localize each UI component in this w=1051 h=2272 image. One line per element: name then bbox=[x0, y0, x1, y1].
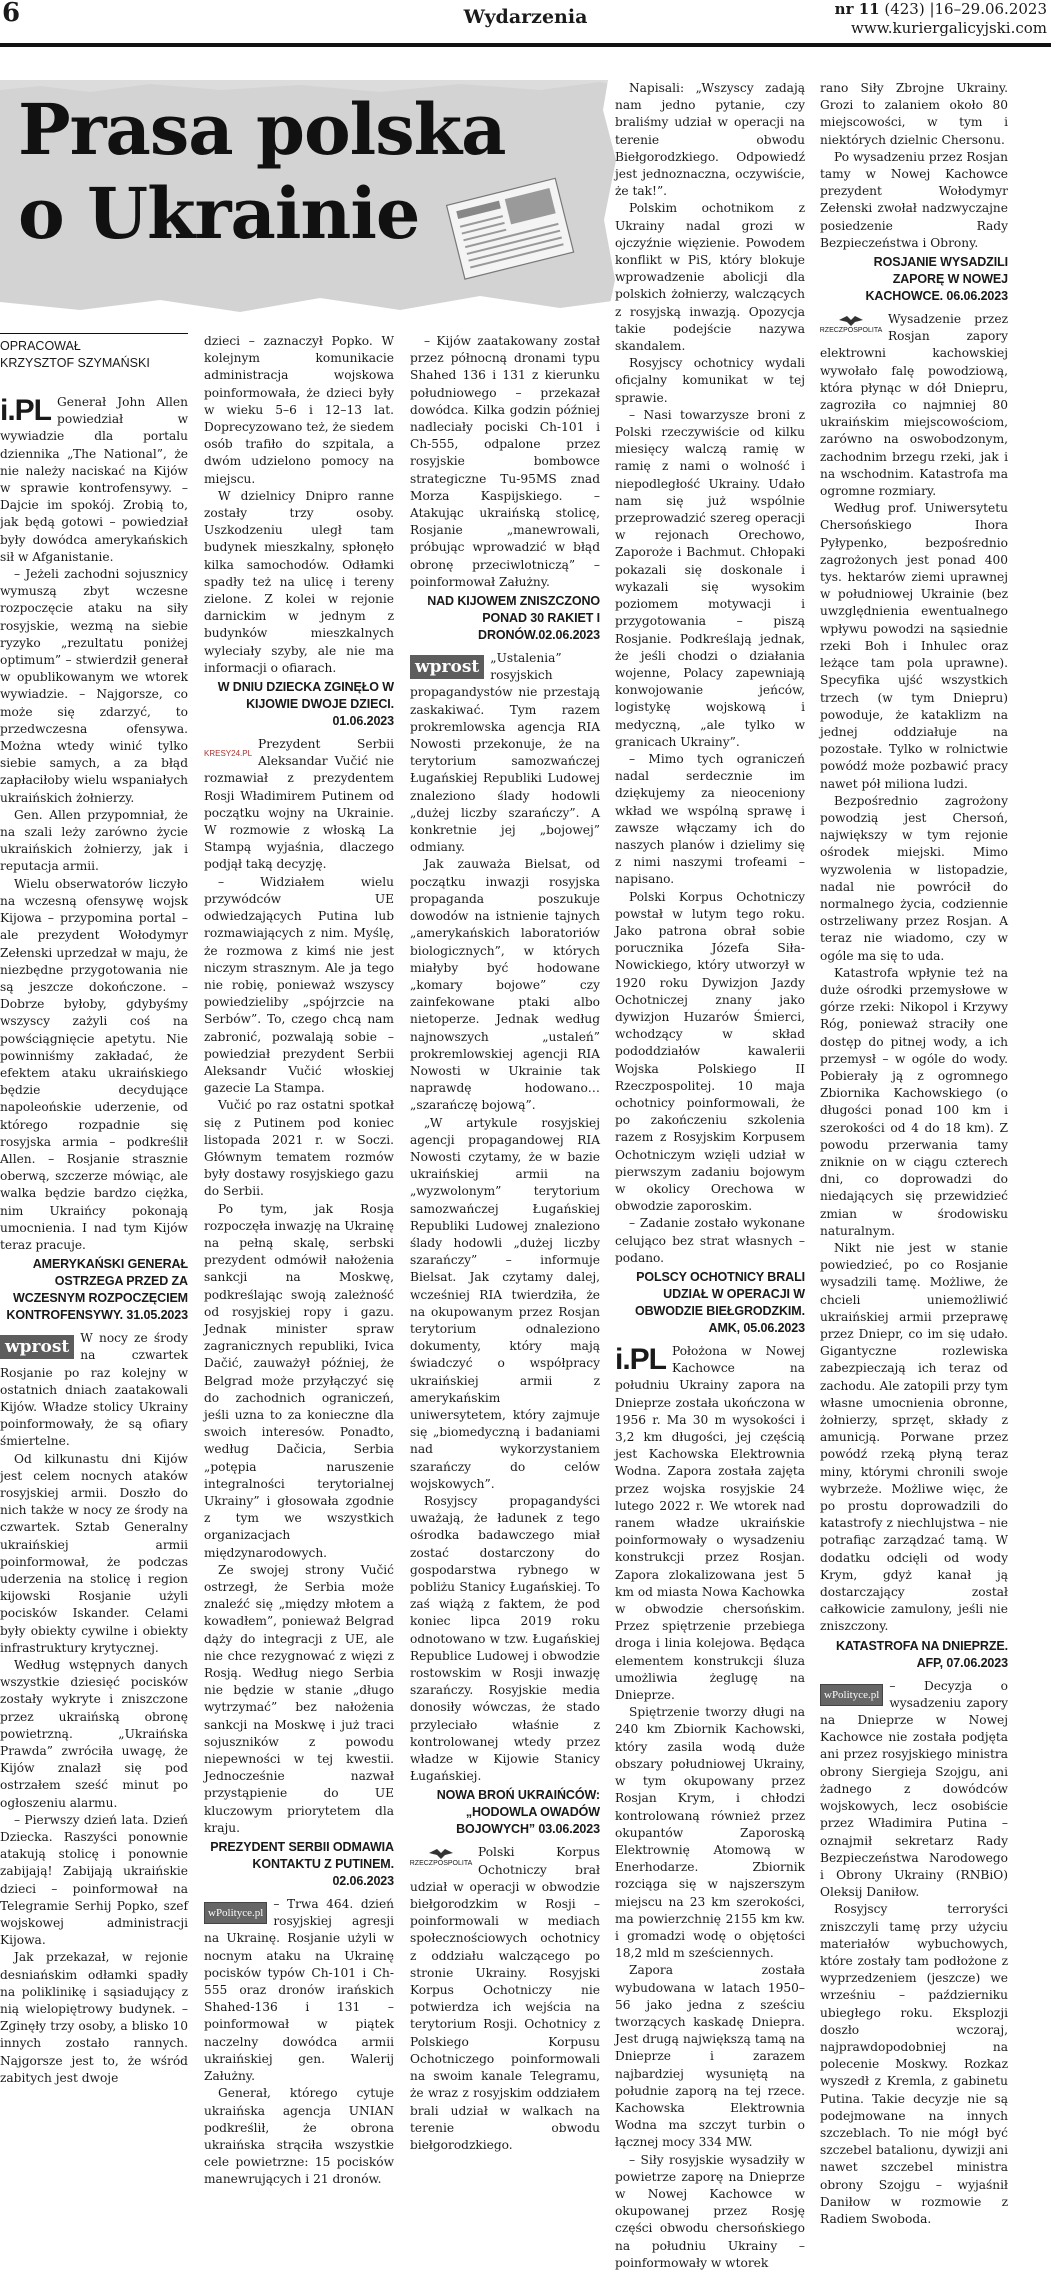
newspaper-icon bbox=[438, 168, 588, 288]
masthead bbox=[0, 0, 1051, 46]
paragraph: Rosyjscy ochotnicy wydali oficjalny komunikat w tej sprawie. bbox=[615, 356, 805, 405]
paragraph: Według wstępnych danych wszystkie dziesięć pocisków zostały wykryte i zniszczone przez ukraińską obronę powietrzną. „Ukraińska Prawda” zwróciła uwagę, że Kijów znalazł się pod ostrzałem sześć minut po ogłoszeniu alarmu. bbox=[0, 1658, 188, 1810]
wpolityce-logo bbox=[204, 1899, 267, 1927]
paragraph: Prezydent Serbii Aleksandar Vučić nie rozmawiał z prezydentem Rosji Władimirem Putinem od początku wojny na Ukrainie. W rozmowie z włoską La Stampą wyjaśnia, dlaczego podjął taką decyzję. bbox=[204, 737, 394, 872]
article-column-1 bbox=[0, 333, 188, 2085]
paragraph: Po tym, jak Rosja rozpoczęła inwazję na Ukrainę na pełną skalę, serbski prezydent odmówił nałożenia sankcji na Moskwę, podkreślając swoją zależność od rosyjskiej ropy i gazu. Jednak minister spraw zagranicznych republiki, Ivica Dačić, zauważył później, że Belgrad może przyłączyć się do zachodnich ograniczeń, jeśli uzna to za konieczne dla swoich interesów. Ponadto, według Dačicia, Serbia „potępia naruszenie integralności terytorialnej Ukrainy” i głosowała zgodnie z tym we wszystkich organizacjach międzynarodowych. bbox=[204, 1201, 394, 1560]
section-headline: PREZYDENT SERBII ODMAWIA KONTAKTU Z PUTINEM. 02.06.2023 bbox=[210, 1840, 394, 1889]
paragraph: Bezpośrednio zagrożony powodzią jest Chersoń, największy w tym rejonie ośrodek miejski. Mimo wyzwolenia w listopadzie, nadal nie powrócił do normalnego życia, codziennie ostrzeliwany przez Rosjan. A teraz nie wiadomo, czy w ogóle ma się to uda. bbox=[820, 793, 1008, 963]
wpolityce-logo bbox=[820, 1681, 883, 1709]
article-column-4 bbox=[615, 80, 805, 2270]
paragraph: Generał, którego cytuje ukraińska agencja UNIAN podkreślił, że obrona ukraińska strąciła wszystkie cele powietrzne: 15 pocisków manewrujących i 21 dronów. bbox=[204, 2086, 394, 2187]
issue-number: nr 11 bbox=[834, 0, 880, 18]
paragraph: Generał John Allen powiedział w wywiadzie dla portalu dziennika „The National”, że nie należy naciskać na Kijów w sprawie kontrofensywy. – Dajcie im spokój. Zrobią to, jak będą gotowi – powiedział były dowódca amerykańskich sił w Afganistanie. bbox=[0, 395, 188, 564]
hero-title-line2: o Ukrainie bbox=[18, 172, 420, 255]
paragraph: Nikt nie jest w stanie powiedzieć, po co Rosjanie wysadzili tamę. Możliwe, że chcieli uniemożliwić ukraińskiej armii przeprawę przez Dniepr, co im się udało. Gigantyczne rozlewiska zabezpieczają ich teraz od zachodu. Ale zatopili przy tym własne umocnienia obronne, żołnierzy, sprzęt, składy z amunicją. Porwane przez powódź rzeką płyną teraz miny, którymi chronili swoje wybrzeże. Możliwe więc, że po prostu doprowadzili do katastrofy z niechlujstwa – nie potrafiąc zarządzać tamą. W dodatku odcięli od wody Krym, gdyż kanał ją dostarczający został całkowicie zamulony, jeśli nie zniszczony. bbox=[820, 1241, 1008, 1634]
paragraph: „Ustalenia” rosyjskich propagandystów nie przestają zaskakiwać. Tym razem prokremlowska agencja RIA Nowosti przekonuje, że na terytorium samozwańczej Ługańskiej Republiki Ludowej znaleziono ślady hodowli „dużej liczby szarańczy”. A konkretnie jej „bojowej” odmiany. bbox=[410, 651, 600, 855]
rzeczpospolita-logo-text: RZECZPOSPOLITA bbox=[409, 1860, 473, 1868]
wpolityce-logo-text: wPolityce.pl bbox=[820, 1684, 883, 1706]
section-headline: AMERYKAŃSKI GENERAŁ OSTRZEGA PRZED ZA WCZESNYM ROZPOCZĘCIEM KONTROFENSYWY. 31.05.2023 bbox=[6, 1257, 188, 1323]
paragraph: – Nasi towarzysze broni z Polski rzeczywiście od kilku miesięcy walczą ramię w ramię z nami o wolność i niepodległość Ukrainy. Udało nam się już wspólnie przeprowadzić szereg operacji w rejonach Orechowo, Zaporoże i Bachmut. Chłopaki pokazali się doskonale i wykazali się wysokim poziomem motywacji i przygotowania – piszą Rosjanie. Podkreślają jednak, że jeśli chodzi o działania wojenne, Polacy zapewniają konwojowanie jeńców, logistykę wojskową i medyczną, „ale tylko w granicach Ukrainy”. bbox=[615, 407, 805, 749]
paragraph: – Siły rosyjskie wysadziły w powietrze zaporę na Dnieprze w Nowej Kachowce w okupowanej przez Rosję części obwodu chersońskiego na południu Ukrainy – poinformowały w wtorek bbox=[615, 2152, 805, 2270]
paragraph: Rosyjscy propagandyści uważają, że ładunek z tego ośrodka badawczego miał zostać dostarczony do gospodarstwa rybnego w pobliżu Stanicy Ługańskiej. To zaś wiążą z faktem, że pod koniec lipca 2019 roku odnotowano w tzw. Ługańskiej Republice Ludowej i obwodzie rostowskim w Rosji inwazję szarańczy. Rosyjskie media donosiły wówczas, że stado przyleciało właśnie z kontrolowanej wtedy przez władze w Kijowie Stanicy Ługańskiej. bbox=[410, 1494, 600, 1784]
paragraph: W nocy ze środy na czwartek Rosjanie po raz kolejny w ostatnich dniach zaatakowali Kijów. Władze stolicy Ukrainy poinformowały, że są ofiary śmiertelne. bbox=[0, 1331, 188, 1449]
issue-info bbox=[835, 0, 1047, 38]
paragraph: – Widziałem wielu przywódców UE odwiedzających Putina lub rozmawiających z nim. Myślę, że rozmowa z kimś nie jest niczym strasznym. Ale ja tego nie robię, ponieważ wszyscy powiedzieliby „spójrzcie na Serbów”. To, czego chcą nam zabronić, pozwalają sobie – powiedział prezydent Serbii Aleksandr Vučić włoskiej gazecie La Stampa. bbox=[204, 874, 394, 1096]
section-headline: POLSCY OCHOTNICY BRALI UDZIAŁ W OPERACJI W OBWODZIE BIEŁGRODZKIM. AMK, 05.06.2023 bbox=[634, 1270, 805, 1336]
article-column-2 bbox=[204, 333, 394, 2187]
paragraph: Napisali: „Wszyscy zadają nam jedno pytanie, czy braliśmy udział w operacji na terenie obwodu Biełgorodzkiego. Odpowiedź jest jednoznaczna, oczywiście, że tak!”. bbox=[615, 81, 805, 199]
paragraph: Polski Korpus Ochotniczy powstał w lutym tego roku. Jako patrona obrał sobie porucznika Józefa Siła-Nowickiego, który utworzył w 1920 roku Dywizjon Jazdy Ochotniczej znany jako dywizjon Huzarów Śmierci, wchodzący w skład pododdziałów kawalerii Wojska Polskiego II Rzeczpospolitej. 10 maja ochotnicy poinformowali, że po zakończeniu szkolenia razem z Rosyjskim Korpusem Ochotniczym wzięli udział w pierwszym zadaniu bojowym w okolicy Orechowa w obwodzie zaporoskim. bbox=[615, 889, 805, 1214]
paragraph: Katastrofa wpłynie też na duże ośrodki przemysłowe w górze rzeki: Nikopol i Krzywy Róg, ponieważ straciły one dostęp do pitnej wody, a ich przemysł – w ogóle do wody. Pobierały ją z ogromnego Zbiornika Kachowskiego (o długości ponad 100 km i szerokości od 4 do 18 km). Z powodu przerwania tamy zniknie on w ciągu czterech dni, co doprowadzi do niedających się przewidzieć zmian w środowisku naturalnym. bbox=[820, 965, 1008, 1238]
section-headline: ROSJANIE WYSADZILI ZAPORĘ W NOWEJ KACHOWCE. 06.06.2023 bbox=[865, 255, 1008, 304]
paragraph: – Decyzja o wysadzeniu zapory na Dnieprze w Nowej Kachowce nie została podjęta ani przez rosyjskiego ministra obrony Siergieja Szojgu, ani żadnego z dowódców wojskowych, lecz osobiście przez Władimira Putina – oznajmił sekretarz Rady Bezpieczeństwa Narodowego i Obrony Ukrainy (RNBiO) Oleksij Daniłow. bbox=[820, 1678, 1008, 1900]
wprost-logo-text: wprost bbox=[410, 655, 484, 679]
wprost-logo-text: wprost bbox=[0, 1335, 74, 1359]
byline-author: KRZYSZTOF SZYMAŃSKI bbox=[0, 356, 150, 370]
eagle-icon bbox=[839, 314, 863, 326]
article-column-3 bbox=[409, 333, 600, 2152]
masthead-rule bbox=[0, 43, 1051, 47]
paragraph: – Jeżeli zachodni sojusznicy wymuszą zbyt wczesne rozpoczęcie ataku na siły rosyjskie, wezmą na siebie ryzyko „rezultatu poniżej optimum” – stwierdził generał w opublikowanym we wtorek wywiadzie. – Najgorsze, co może się zdarzyć, to przedwczesna ofensywa. Można wtedy winić tylko siebie samych, a za błąd zapłaciłoby wielu wspaniałych ukraińskich żołnierzy. bbox=[0, 567, 188, 805]
paragraph: – Zadanie zostało wykonane celująco bez strat własnych – podano. bbox=[615, 1216, 805, 1265]
rzeczpospolita-logo-text: RZECZPOSPOLITA bbox=[819, 327, 883, 335]
paragraph: Po wysadzeniu przez Rosjan tamy w Nowej Kachowce prezydent Wołodymyr Zełenski zwołał nadzwyczajne posiedzenie Rady Bezpieczeństwa i Obrony. bbox=[820, 149, 1008, 250]
paragraph: – Kijów zaatakowany został przez północną dronami typu Shahed 136 i 131 z kierunku południowego – przekazał dowódca. Kilka godzin później nadleciały pociski Ch-101 i Ch-555, odpalone przez rosyjskie bombowce strategiczne Tu-95MS znad Morza Kaspijskiego. – Atakując ukraińską stolicę, Rosjanie „manewrowali, próbując wprowadzić w błąd obronę przeciwlotniczą” – poinformował Załużny. bbox=[410, 334, 600, 589]
paragraph: „W artykule rosyjskiej agencji propagandowej RIA Nowosti czytamy, że w bazie ukraińskiej armii na „wyzwolonym” terytorium samozwańczej Ługańskiej Republiki Ludowej znaleziono ślady hodowli „dużej liczby szarańczy” – informuje Bielsat. Jak czytamy dalej, wcześniej RIA twierdziła, że na okupowanym przez Rosjan terytorium odnaleziono dokumenty, który mają świadczyć o współpracy ukraińskiej armii z amerykańskim uniwersytetem, który zajmuje się „biomedyczną i badaniami nad wykorzystaniem szarańczy do celów wojskowych”. bbox=[410, 1115, 600, 1491]
paragraph: Rosyjscy terroryści zniszczyli tamę przy użyciu materiałów wybuchowych, które zostały tam podłożone z wyprzedzeniem (jeszcze) we wrześniu – październiku ubiegłego roku. Eksplozji doszło wczoraj, najprawdopodobniej na polecenie Moskwy. Rozkaz wyszedł z Kremla, z gabinetu Putina. Takie decyzje nie są podejmowane na innych szczeblach. To nie mógł być szczebel batalionu, dywizji ani nawet szczebel ministra obrony Szojgu – wyjaśnił Daniłow w rozmowie z Radiem Swoboda. bbox=[820, 1902, 1008, 2226]
paragraph: Wielu obserwatorów liczyło na wczesną ofensywę wojsk Kijowa – przypomina portal – ale prezydent Wołodymyr Zełenski uprzedzał w maju, że niezbędne przygotowania nie są jeszcze dokończone. – Dobrze byłoby, gdybyśmy wszyscy zażyli coś na powściągnięcie apetytu. Nie powinniśmy zakładać, że efektem ataku ukraińskiego będzie decydujące napoleońskie uderzenie, od którego rozpadnie się rosyjska armia – podkreślił Allen. – Rosjanie strasznie oberwą, szczerze mówiąc, ale walka będzie bardzo ciężka, nim Ukraińcy pokonają umocnienia. I nad tym Kijów teraz pracuje. bbox=[0, 876, 188, 1252]
paragraph: Gen. Allen przypomniał, że na szali leży zarówno życie ukraińskich żołnierzy, jak i reputacja armii. bbox=[0, 807, 188, 874]
website-link[interactable]: www.kuriergalicyjski.com bbox=[851, 19, 1047, 37]
wprost-logo bbox=[410, 653, 484, 681]
hero-banner bbox=[0, 80, 625, 323]
section-headline: NOWA BROŃ UKRAIŃCÓW: „HODOWLA OWADÓW BOJOWYCH” 03.06.2023 bbox=[436, 1788, 600, 1837]
ipl-logo-text: i.PL bbox=[615, 1343, 667, 1377]
ipl-logo bbox=[0, 394, 52, 427]
page-number: 6 bbox=[2, 0, 21, 28]
paragraph: Położona w Nowej Kachowce na południu Ukrainy zapora na Dnieprze została ukończona w 1956 r. Ma 30 m wysokości i 3,2 km długości, jej częścią jest Kachowska Elektrownia Wodna. Zapora została zajęta przez wojska rosyjskie 24 lutego 2022 r. We wtorek nad ranem władze ukraińskie poinformowały o wysadzeniu konstrukcji przez Rosjan. Zapora zlokalizowana jest 5 km od miasta Nowa Kachowka w obwodzie chersońskim. Przez spiętrzenie przebiega droga i linia kolejowa. Będąca elementem konstrukcji śluza umożliwia żeglugę na Dnieprze. bbox=[615, 1344, 805, 1703]
hero-title bbox=[18, 88, 506, 256]
section-headline: NAD KIJOWEM ZNISZCZONO PONAD 30 RAKIET I DRONÓW.02.06.2023 bbox=[427, 594, 600, 643]
paragraph: Ze swojej strony Vučić ostrzegł, że Serbia może znaleźć się „między młotem a kowadłem”, ponieważ Belgrad dąży do integracji z UE, ale nie chce rezygnować z więzi z Rosją. Według niego Serbia nie będzie w stanie „długo wytrzymać” bez nałożenia sankcji na Moskwę i już traci sojuszników z powodu niepewności w tej kwestii. Jednocześnie nazwał przystąpienie do UE kluczowym priorytetem dla kraju. bbox=[204, 1562, 394, 1835]
paragraph: – Trwa 464. dzień rosyjskiej agresji na Ukrainę. Rosjanie użyli w nocnym ataku na Ukrainę pocisków typów Ch-101 i Ch-555 oraz dronów irańskich Shahed-136 i 131 – poinformował w piątek naczelny dowódca armii ukraińskiej gen. Walerij Załużny. bbox=[204, 1897, 394, 2084]
section-headline: KATASTROFA NA DNIEPRZE. AFP, 07.06.2023 bbox=[835, 1638, 1008, 1670]
paragraph: Spiętrzenie tworzy długi na 240 km Zbiornik Kachowski, który zasila wodą duże obszary południowej Ukrainy, w tym okupowany przez Rosjan Krym, i chłodzi kontrolowaną również przez okupantów Zaporoską Elektrownię Atomową w Enerhodarze. Zbiornik rozciąga się w najszerszym miejscu na 23 km szerokości, ma powierzchnię 2155 km kw. i gromadzi wodę o objętości 18,2 mld m sześciennych. bbox=[615, 1705, 805, 1961]
rzeczpospolita-logo bbox=[820, 314, 882, 342]
paragraph: – Pierwszy dzień lata. Dzień Dziecka. Raszyści ponownie atakują stolicę i ponownie zabijają! Zabijają ukraińskie dzieci – poinformował na Telegramie Serhij Popko, szef wojskowej administracji Kijowa. bbox=[0, 1812, 188, 1948]
section-headline: W DNIU DZIECKA ZGINĘŁO W KIJOWIE DWOJE DZIECI. 01.06.2023 bbox=[217, 680, 394, 729]
paragraph: dzieci – zaznaczył Popko. W kolejnym komunikacie administracja wojskowa poinformowała, że dzieci były w wieku 5–6 i 12–13 lat. Doprecyzowano też, że siedem osób trafiło do szpitala, a dwóm udzielono pomocy na miejscu. bbox=[204, 334, 394, 486]
kresy-logo-text: KRESY24.PL bbox=[204, 748, 253, 758]
paragraph: – Mimo tych ograniczeń nadal serdecznie im dziękujemy za nieoceniony wkład we wspólną sprawę i zawsze włączamy ich do naszych planów i dzielimy się z nimi naszymi trofeami – napisano. bbox=[615, 751, 805, 887]
wpolityce-logo-text: wPolityce.pl bbox=[204, 1902, 267, 1924]
paragraph: Zapora została wybudowana w latach 1950–56 jako jedna z sześciu tworzących kaskadę Dniepra. Jest drugą największą tamą na Dnieprze i zarazem najbardziej wysuniętą na południe zaporą na tej rzece. Kachowska Elektrownia Wodna ma szczyt turbin o łącznej mocy 334 MW. bbox=[615, 1963, 805, 2150]
paragraph: Od kilkunastu dni Kijów jest celem nocnych ataków rosyjskiej armii. Doszło do nich także w nocy ze środy na czwartek. Sztab Generalny ukraińskiej armii poinformował, że podczas uderzenia na stolicę i region kijowski Rosjanie użyli pocisków Iskander. Celami były obiekty cywilne i obiekty infrastruktury krytycznej. bbox=[0, 1451, 188, 1655]
article-column-5 bbox=[819, 80, 1008, 2226]
paragraph: Polski Korpus Ochotniczy brał udział w operacji w obwodzie biełgorodzkim w Rosji – poinformowali w mediach społecznościowych ochotnicy z oddziału walczącego po stronie Ukrainy. Rosyjski Korpus Ochotniczy nie potwierdza ich wejścia na terytorium Rosji. Ochotnicy z Polskiego Korpusu Ochotniczego poinformowali na swoim kanale Telegramu, że wraz z rosyjskim oddziałem brali udział w walkach na terenie obwodu biełgorodzkiego. bbox=[410, 1845, 600, 2152]
kresy-logo bbox=[204, 739, 252, 767]
paragraph: Vučić po raz ostatni spotkał się z Putinem pod koniec listopada 2021 r. w Soczi. Głównym tematem rozmów były dostawy rosyjskiego gazu do Serbii. bbox=[204, 1098, 394, 1199]
paragraph: Jak przekazał, w rejonie desniańskim odłamki spadły na poliklinikę i sąsiadujący z nią wielopiętrowy budynek. – Zginęły trzy osoby, a blisko 10 innych zostało rannych. Najgorsze jest to, że wśród zabitych jest dwoje bbox=[0, 1950, 188, 2085]
byline bbox=[0, 333, 188, 372]
wprost-logo bbox=[0, 1333, 74, 1361]
ipl-logo bbox=[615, 1343, 667, 1377]
section-title: Wydarzenia bbox=[463, 6, 588, 28]
hero-title-line1: Prasa polska bbox=[18, 88, 506, 171]
paragraph: W dzielnicy Dnipro ranne zostały trzy osoby. Uszkodzeniu uległ tam budynek mieszkalny, spłonęło kilka samochodów. Odłamki spadły też na ulicę i tereny zielone. Z kolei w rejonie darnickim w jednym z budynków mieszkalnych wyleciały szyby, ale nie ma informacji o ofiarach. bbox=[204, 488, 394, 675]
paragraph: Wysadzenie przez Rosjan zapory elektrowni kachowskiej wywołało falę powodziową, która płynąc w dół Dniepru, zagroziła co najmniej 80 ukraińskim miejscowościom, zarówno na oswobodzonym, zachodnim brzegu rzeki, jak i na wschodnim. Katastrofa ma ogromne rozmiary. bbox=[820, 312, 1008, 499]
rzeczpospolita-logo bbox=[410, 1847, 472, 1875]
paragraph: Jak zauważa Bielsat, od początku inwazji rosyjska propaganda poszukuje dowodów na istnienie tajnych „amerykańskich laboratoriów biologicznych”, w których miałyby być hodowane „komary bojowe” czy zainfekowane ptaki albo nietoperze. Jednak według najnowszych „ustaleń” prokremlowskiej agencji RIA Nowosti w Ukrainie tak naprawdę hodowano… „szarańczę bojową”. bbox=[410, 857, 600, 1113]
ipl-logo-text: i.PL bbox=[0, 394, 52, 427]
issue-dates: (423) |16–29.06.2023 bbox=[884, 0, 1047, 18]
paragraph: Polskim ochotnikom z Ukrainy nadal grozi w ojczyźnie więzienie. Powodem konflikt w PiS, który blokuje wprowadzenie abolicji dla polskich żołnierzy, walczących z rosyjską inwazją. Opozycja takie podejście nazywa skandalem. bbox=[615, 201, 805, 354]
paragraph: rano Siły Zbrojne Ukrainy. Grozi to zalaniem około 80 miejscowości, w tym i niektórych dzielnic Chersonu. bbox=[820, 81, 1008, 147]
eagle-icon bbox=[429, 1847, 453, 1859]
paragraph: Według prof. Uniwersytetu Chersońskiego Ihora Pyłypenko, bezpośrednio zagrożonych jest ponad 400 tys. hektarów ziemi uprawnej w południowej Ukrainie (bez uwzględnienia ewentualnego wpływu powodzi na sąsiednie rzeki Boh i Inhulec oraz leżące tam pola uprawne). Specyfika ujść wszystkich trzech (w tym Dniepru) powoduje, że kataklizm na jednej oddziałuje na pozostałe. Tylko w rolnictwie powódź może pozbawić pracy nawet pół miliona ludzi. bbox=[820, 501, 1008, 791]
byline-label: OPRACOWAŁ bbox=[0, 339, 81, 353]
